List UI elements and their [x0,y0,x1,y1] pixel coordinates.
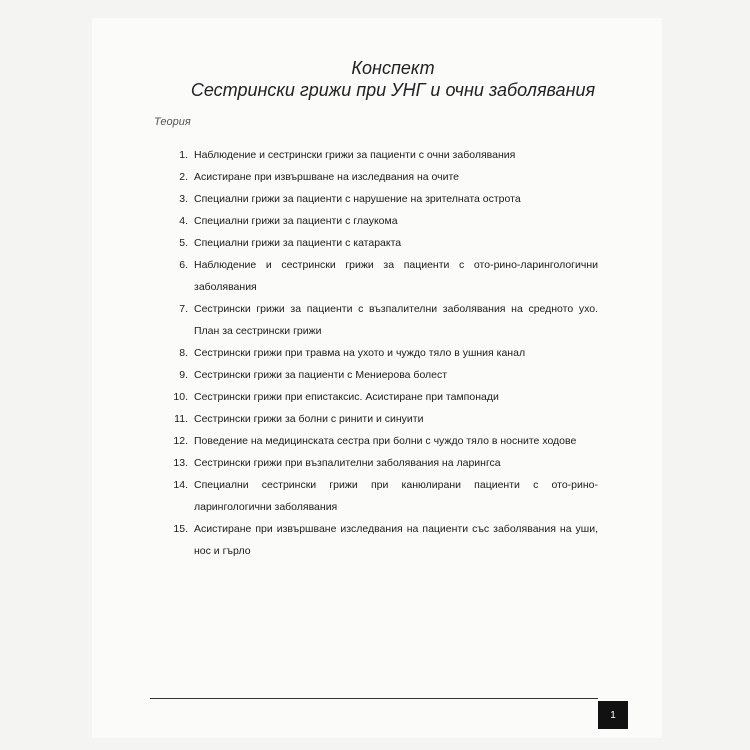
item-text: Специални грижи за пациенти с нарушение на зрителната острота [194,193,521,205]
item-number: 11. [174,413,188,425]
list-item [168,210,598,232]
list-item [168,342,598,364]
item-text: Специални грижи за пациенти с глаукома [194,215,398,227]
item-text: Сестрински грижи за пациенти с Мениерова болест [194,369,448,381]
item-text: Асистиране при извършване на изследвания на очите [194,171,460,183]
list-item [168,386,598,408]
footer-divider [150,698,598,699]
list-item [168,188,598,210]
item-number: 13. [173,457,188,469]
item-text: Сестрински грижи за пациенти с възпалителни заболявания на средното ухо. План за сестрински грижи [194,303,598,337]
list-item [168,518,598,562]
page-number: 1 [598,701,628,729]
item-text: Наблюдение и сестрински грижи за пациенти с ото-рино-ларингологични заболявания [194,259,598,293]
item-number: 15. [173,523,188,535]
section-label: Теория [154,116,191,128]
list-item [168,364,598,386]
list-item [168,298,598,342]
list-item [168,430,598,452]
item-text: Сестрински грижи при травма на ухото и чуждо тяло в ушния канал [194,347,526,359]
document-subtitle: Сестрински грижи при УНГ и очни заболявания [190,80,596,100]
list-item [168,144,598,166]
item-text: Специални грижи за пациенти с катаракта [194,237,402,249]
item-number: 6. [179,259,188,271]
item-text: Поведение на медицинската сестра при болни с чуждо тяло в носните ходове [194,435,577,447]
item-text: Асистиране при извършване изследвания на пациенти със заболявания на уши, нос и гърло [194,523,598,557]
item-number: 2. [179,171,188,183]
item-number: 4. [179,215,188,227]
list-item [168,408,598,430]
item-number: 14. [173,479,188,491]
list-item [168,254,598,298]
item-number: 8. [179,347,188,359]
item-text: Сестрински грижи при епистаксис. Асистиране при тампонади [194,391,499,403]
list-item [168,232,598,254]
topic-list [168,144,598,562]
item-number: 10. [173,391,188,403]
item-text: Специални сестрински грижи при канюлирани пациенти с ото-рино-ларингологични заболявания [194,479,598,513]
item-text: Сестрински грижи за болни с ринити и синуити [194,413,424,425]
item-text: Наблюдение и сестрински грижи за пациенти с очни заболявания [194,149,516,161]
item-number: 12. [173,435,188,447]
item-number: 7. [179,303,188,315]
list-item [168,452,598,474]
document-page [92,18,662,738]
item-number: 9. [179,369,188,381]
item-number: 3. [179,193,188,205]
item-number: 5. [179,237,188,249]
list-item [168,474,598,518]
item-number: 1. [179,149,188,161]
document-title: Конспект [351,58,435,78]
list-item [168,166,598,188]
item-text: Сестрински грижи при възпалителни заболявания на ларингса [194,457,501,469]
